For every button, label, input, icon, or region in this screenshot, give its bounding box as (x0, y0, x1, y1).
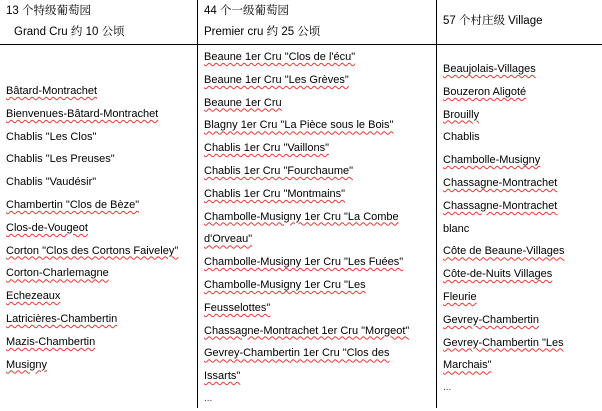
list-item: Chablis 1er Cru "Fourchaume" (204, 164, 354, 177)
grand-cru-list (6, 80, 196, 376)
header-premier-cru (204, 0, 434, 43)
list-item: Latricières-Chambertin (6, 312, 118, 325)
list-item: Chablis (443, 131, 480, 144)
header-divider (0, 44, 602, 45)
list-item: Clos-de-Vougeot (6, 221, 88, 234)
header-premier-cru-subtitle: Premier cru 约 25 公顷 (204, 26, 321, 38)
list-item-continuation: Feusselottes" (204, 301, 271, 314)
list-item: Bouzeron Aligoté (443, 85, 527, 98)
list-item: Chassagne-Montrachet 1er Cru "Morgeot" (204, 324, 410, 337)
list-item: Beaune 1er Cru (204, 96, 282, 109)
list-item: Côte de Beaune-Villages (443, 245, 565, 258)
list-item: Echezeaux (6, 290, 61, 303)
list-item: Chablis 1er Cru "Vaillons" (204, 142, 329, 155)
header-premier-cru-title: 44 个一级葡萄园 (204, 5, 289, 17)
list-item: Corton "Clos des Cortons Faiveley" (6, 244, 179, 257)
list-item: Brouilly (443, 108, 480, 121)
list-item: Bienvenues-Bâtard-Montrachet (6, 107, 159, 120)
list-item: Gevrey-Chambertin (443, 313, 539, 326)
list-item: Côte-de-Nuits Villages (443, 268, 553, 281)
list-item: Chambolle-Musigny (443, 154, 541, 167)
list-item: Chambolle-Musigny 1er Cru "Les (204, 278, 366, 291)
header-grand-cru-title: 13 个特级葡萄园 (6, 5, 91, 17)
list-item: Chablis "Les Clos" (6, 130, 97, 143)
list-item: Chambolle-Musigny 1er Cru "La Combe (204, 210, 399, 223)
list-item: Gevrey-Chambertin "Les (443, 336, 564, 349)
list-item-continuation: blanc (443, 222, 470, 235)
premier-cru-list (204, 46, 432, 411)
header-grand-cru (6, 0, 196, 43)
list-item: Bâtard-Montrachet (6, 85, 98, 97)
header-village-title: 57 个村庄级 Village (443, 15, 543, 27)
list-item: Fleurie (443, 290, 477, 303)
column-divider-1 (197, 0, 198, 408)
list-item-continuation: d'Orveau" (204, 233, 253, 246)
list-item: Chassagne-Montrachet (443, 199, 558, 212)
list-item: Gevrey-Chambertin 1er Cru "Clos des (204, 347, 390, 360)
list-item: Beaujolais-Villages (443, 63, 536, 75)
list-item: Beaune 1er Cru "Les Grèves" (204, 73, 349, 86)
list-item: Chassagne-Montrachet (443, 176, 558, 189)
list-item: Blagny 1er Cru "La Pièce sous le Bois" (204, 119, 394, 132)
list-item-continuation: Issarts" (204, 370, 241, 383)
list-item: Mazis-Chambertin (6, 335, 96, 348)
header-grand-cru-subtitle: Grand Cru 约 10 公顷 (14, 26, 125, 38)
list-item: Chablis "Les Preuses" (6, 153, 115, 166)
list-ellipsis: ... (204, 392, 213, 404)
list-item: Chambertin "Clos de Bèze" (6, 198, 140, 211)
list-item: Chablis 1er Cru "Montmains" (204, 187, 346, 200)
column-divider-2 (436, 0, 437, 408)
list-item: Chablis "Vaudésir" (6, 176, 97, 189)
header-village (443, 10, 601, 32)
list-item: Chambolle-Musigny 1er Cru "Les Fuées" (204, 256, 404, 269)
list-ellipsis: ... (443, 382, 452, 394)
village-list (443, 58, 601, 400)
list-item: Corton-Charlemagne (6, 267, 109, 280)
list-item: Musigny (6, 358, 47, 371)
list-item-continuation: Marchais" (443, 359, 492, 372)
list-item: Beaune 1er Cru "Clos de l'écu" (204, 51, 356, 63)
